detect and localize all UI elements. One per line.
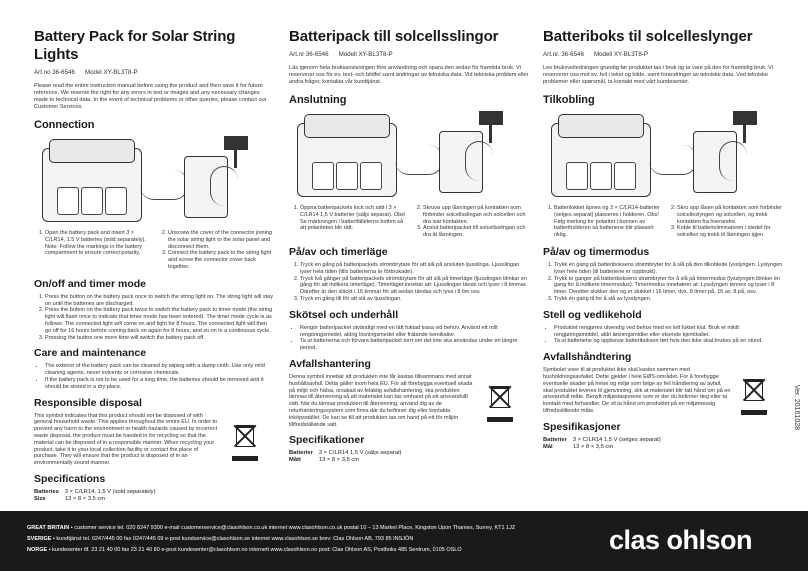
- weee-bin-icon: [483, 378, 517, 422]
- footer-row-gb: [27, 523, 515, 534]
- onoff-steps: [34, 294, 274, 342]
- care-items: [289, 325, 529, 352]
- specs-heading: Specifikationer: [289, 434, 365, 447]
- spec-label: Batteries: [34, 488, 59, 495]
- onoff-steps: [289, 262, 529, 303]
- footer: [0, 511, 808, 571]
- care-heading: Skötsel och underhåll: [289, 308, 399, 321]
- onoff-step: 3. Tryck en gång till för att slå av ljusslingan.: [300, 296, 529, 303]
- onoff-heading: På/av og timermodus: [543, 245, 650, 258]
- article-number: Art.nr 36-6546: [289, 51, 329, 58]
- connection-heading: Anslutning: [289, 94, 347, 106]
- solar-panel-illustration: [733, 111, 757, 125]
- care-item: • The exterior of the battery pack can be cleaned by wiping with a damp cloth. Use only mild cleaning agents, never solvents or corrosive chemicals.: [45, 363, 274, 377]
- connection-step: 3. Connect the battery pack to the string light and screw the connector cover back together.: [168, 250, 274, 270]
- care-item: • Ta ut batteriene og oppbevar batteriboksen tørt hvis den ikke skal brukes på en stund.: [554, 338, 783, 345]
- spec-value: 13 × 8 × 3,5 cm: [572, 444, 614, 451]
- onoff-step: 2. Trykk to ganger på batteriboksens strømbryter for å slå på timermodus (lysslyngen blinker én gang for å indikere timermodus). Timermodus innebærer at: Lysslyngen tennes og lyser i 8 timer. Deretter slukker den og er slukket i 16 timer, dvs. 8 timer på, 16 av, 8 på, osv.: [554, 276, 783, 296]
- intro-text: Please read the entire instruction manual before using the product and then save it for future reference. We reserve the right for any errors in text or images and any necessary changes made to technical data. In the event of technical problems or other queries, please contact our Customer Services.: [34, 83, 267, 110]
- product-title: Batteriboks til solcelleslynger: [543, 28, 753, 45]
- weee-bin-icon: [228, 417, 262, 461]
- solar-panel-illustration: [479, 111, 503, 125]
- model-number: Model XY-BL3T8-P: [84, 69, 138, 76]
- spec-value: 3 × C/LR14, 1.5 V (sold separately): [64, 488, 156, 495]
- connection-step: 2. Unscrew the cover of the connector joining the solar string light to the solar panel and disconnect them.: [168, 230, 274, 250]
- column-sv: [289, 28, 529, 464]
- connection-steps: [666, 205, 783, 239]
- footer-row-no: [27, 545, 515, 556]
- column-no: [543, 28, 783, 451]
- onoff-step: 3. Pressing the button one more time will switch the battery pack off.: [45, 335, 274, 342]
- footer-country: SVERIGE: [27, 536, 52, 542]
- connection-illustration: [543, 111, 783, 203]
- care-items: [34, 363, 274, 390]
- care-item: • Produktet rengjøres utvendig ved behov med en lett fuktet klut. Bruk et mildt rengjøringsmiddel, aldri løsningsmidler eller etsende kjemikalier.: [554, 325, 783, 339]
- version-label: Ver. 20161028: [793, 384, 800, 430]
- battery-pack-illustration: [551, 123, 651, 197]
- weee-bin-icon: [737, 371, 771, 415]
- spec-row: [289, 457, 408, 464]
- spec-row: [34, 489, 162, 496]
- connection-step: 2. Skru opp låsen på kontakten som forbinder solcelleslyngen og solcellen, og trekk kontakten fra hverandre.: [677, 205, 783, 225]
- product-title: Battery Pack for Solar String Lights: [34, 28, 236, 63]
- model-number: Modell XY-BL3T8-P: [338, 51, 393, 58]
- article-info: [289, 51, 529, 58]
- onoff-step: 1. Press the button on the battery pack once to switch the string light on. The string light will stay on until the batteries are discharged.: [45, 294, 274, 308]
- footer-contact-text: • customer service tel. 020 8247 9300 e-mail customerservice@clasohlson.co.uk internet www.clasohlson.co.uk postal 10 – 13 Market Place, Kingston Upon Thames, Surrey, KT1 1JZ: [69, 525, 516, 531]
- spec-label: Batterier: [289, 450, 313, 457]
- care-heading: Care and maintenance: [34, 347, 147, 360]
- product-title: Batteripack till solcellsslingor: [289, 28, 499, 45]
- connection-step: 1. Open the battery pack and insert 3 × C/LR14, 1.5 V batteries (sold separately). Note: Follow the markings in the battery compartment to ensure correct polarity.: [45, 230, 151, 257]
- connection-heading: Tilkobling: [543, 94, 595, 106]
- connection-heading: Connection: [34, 119, 95, 131]
- spec-value: 3 × C/LR14 1,5 V (selges separat): [572, 437, 661, 444]
- specs-table: [543, 437, 667, 451]
- solar-panel-illustration: [224, 136, 248, 150]
- specs-heading: Spesifikasjoner: [543, 421, 621, 434]
- footer-contact-text: • kundesenter tlf. 23 21 40 00 fax 23 21 40 80 e-post kundesenter@clasohlson.no internett www.clasohlson.no post: Clas Ohlson AS, Postboks 485 Sentrum, 0105 OSLO: [47, 547, 462, 553]
- connection-step: 1. Batterilokket åpnes og 3 × C/LR14-batterier (selges separat) plasseres i holderen. Obs! Følg merking for polaritet i bunnen av batteriholderen så batteriene blir plassert riktig.: [554, 205, 660, 239]
- footer-row-se: [27, 534, 515, 545]
- battery-pack-illustration: [42, 148, 142, 222]
- care-item: • If the battery pack is not to be used for a long time, the batteries should be removed and it should be stored in a dry place.: [45, 377, 274, 391]
- article-info: [543, 51, 783, 58]
- connection-illustration: [289, 111, 529, 203]
- spec-label: Size: [34, 495, 46, 502]
- connection-step: 3. Koble til batterieliminatoren i stedet for solcellen og trekk til låsningen igjen.: [677, 225, 783, 239]
- specs-heading: Specifications: [34, 472, 106, 485]
- connection-steps: [543, 205, 660, 239]
- connection-illustration: [34, 136, 274, 228]
- footer-country: GREAT BRITAIN: [27, 525, 70, 531]
- footer-country: NORGE: [27, 547, 48, 553]
- specs-table: [289, 450, 408, 464]
- spec-value: 3 × C/LR14 1,5 V (säljs separat): [318, 450, 402, 457]
- onoff-heading: På/av och timerläge: [289, 245, 388, 258]
- column-en: [34, 28, 274, 503]
- spec-value: 13 × 8 × 3.5 cm: [64, 495, 106, 502]
- disposal-text: Symbolet viser til at produktet ikke skal kastes sammen med husholdningsavfallet. Dette gjelder i hele EØS-området. For å forebygge eventuelle skader på helse og miljø som følge av feil håndtering av avfall, skal produktet leveres til gjenvinning, slik at materialet blir tatt hånd om på en ansvarsfull måte. Benytt miljøstasjonene som er der du befinner deg eller ta kontakt med forhandler. De vil ta hånd om produktet på en miljømessig tilfredsstillende måte.: [543, 367, 731, 414]
- article-info: [34, 69, 274, 76]
- footer-contact-text: • kundtjänst tel. 0247/445 00 fax 0247/445 09 e-post kundservice@clasohlson.se internet www.clasohlson.se brev: Clas Ohlson AB, 793 85 INSJÖN: [51, 536, 414, 542]
- article-number: Art.nr. 36-6546: [543, 51, 584, 58]
- article-number: Art.no 36-6546: [34, 69, 75, 76]
- intro-text: Läs igenom hela bruksanvisningen före användning och spara den sedan för framtida bruk. Vi reserverar oss för ev. text- och bildfel samt ändringar av tekniska data. Vid tekniska problem eller andra frågor, kontakta vår kundtjänst.: [289, 65, 529, 85]
- spec-value: 13 × 8 × 3,5 cm: [318, 457, 360, 464]
- disposal-text: Denna symbol innebär att produkten inte får kastas tillsammans med annat hushållsavfall. Detta gäller inom hela EU. För att förebygga eventuell skada på miljö och hälsa, orsakad av felaktig avfallshantering, ska produkten lämnas till återvinning så att materialet kan tas omhand på ett ansvarsfullt sätt. När du lämnar produkten till återvinning, använd dig av de returhanteringssystem som finns där du befinner dig eller kontakta inköpsstället. De kan se till att produkten tas om hand på ett för miljön tillfredställande sätt.: [289, 373, 473, 428]
- care-item: • Ta ut batterierna och förvara batteripacket torrt om det inte ska användas under en längre period.: [300, 338, 529, 352]
- onoff-heading: On/off and timer mode: [34, 277, 147, 290]
- disposal-heading: Avfallshantering: [289, 357, 371, 370]
- spec-label: Batterier: [543, 437, 567, 444]
- care-item: • Rengör batteripacket utvändigt med en lätt fuktad trasa vid behov. Använd ett milt rengöringsmedel, aldrig lösningsmedel eller frätande kemikalier.: [300, 325, 529, 339]
- disposal-text: This symbol indicates that this product should not be disposed of with general household waste. This applies throughout the entire EU. In order to prevent any harm to the environment or health hazards caused by incorrect waste disposal, the product must be handed in for recycling so that the material can be disposed of in a responsible manner. When recycling your product, take it to your local collection facility or contact the place of purchase. They will ensure that the product is disposed of in an environmentally sound manner.: [34, 412, 218, 467]
- intro-text: Les bruksveiledningen grundig før produktet tas i bruk og ta vare på den for framtidig bruk. Vi reserverer oss mot ev. feil i tekst og bilde, samt forandringer av tekniske data. Ved tekniske problemer eller spørsmål, ta kontakt med vårt kundesenter.: [543, 65, 773, 85]
- spec-label: Mått: [289, 457, 301, 464]
- connection-steps: [412, 205, 529, 239]
- specs-table: [34, 489, 162, 503]
- onoff-steps: [543, 262, 783, 303]
- connection-step: 2. Skruva upp låsningen på kontakten som förbinder solcellsslingan och solcellen och dra isär kontakten.: [423, 205, 529, 225]
- care-items: [543, 325, 783, 345]
- footer-contact-rows: [27, 523, 515, 556]
- connection-step: 1. Öppna batteripackets lock och sätt i 3 × C/LR14 1,5 V batterier (säljs separat). Obs! Se märkningen i batterifälleterns botten så att polariteten blir rätt.: [300, 205, 406, 232]
- onoff-step: 1. Trykk én gang på batteriboksens strømbryter for å slå på den tilkoblede lysslyngen. Lyslyngen lyser hele tiden (til batteriene er oppbrukt).: [554, 262, 783, 276]
- onoff-step: 2. Press the button on the battery pack twice to switch the battery pack to timer mode (the string light will flash once to indicate that timer mode has been entered). The timer mode cycle is as follows: The connected light will come on and light for 8 hours. The connected light will then go off for 16 hours before coming back on again for 8 hours, and so on in a continuous cycle.: [45, 307, 274, 334]
- spec-row: [543, 437, 667, 444]
- spec-row: [34, 496, 162, 503]
- disposal-heading: Responsible disposal: [34, 396, 142, 409]
- spec-row: [289, 450, 408, 457]
- connection-steps: [289, 205, 406, 239]
- spec-label: Mål: [543, 444, 553, 451]
- onoff-step: 1. Tryck en gång på batteripackets strömbrytare för att slå på ansluten ljusslinga. Ljusslingan lyser hela tiden (tills batterierna är förbrukade).: [300, 262, 529, 276]
- brand-logo: clas ohlson: [609, 525, 753, 555]
- connection-step: 3. Anslut batteripacket till solcellsslingan och dra åt låsningen.: [423, 225, 529, 239]
- disposal-heading: Avfallshåndtering: [543, 351, 632, 364]
- care-heading: Stell og vedlikehold: [543, 308, 642, 321]
- battery-pack-illustration: [297, 123, 397, 197]
- connection-steps: [157, 230, 274, 271]
- spec-row: [543, 444, 667, 451]
- model-number: Modell XY-BL3T8-P: [593, 51, 649, 58]
- onoff-step: 3. Trykk én gang til for å slå av lysslyngen.: [554, 296, 783, 303]
- connection-steps: [34, 230, 151, 271]
- onoff-step: 2. Tryck två gånger på batteripackets strömbrytare för att slå på timerläge (ljusslingan blinkar en gång för att indikera timerläge). Timerläget innebär att: Ljusslingan tänds och lyser i 8 timmar. Därefter är den släckt i 16 timmar för att sedan tändas och lysa i 8 tim osv.: [300, 276, 529, 296]
